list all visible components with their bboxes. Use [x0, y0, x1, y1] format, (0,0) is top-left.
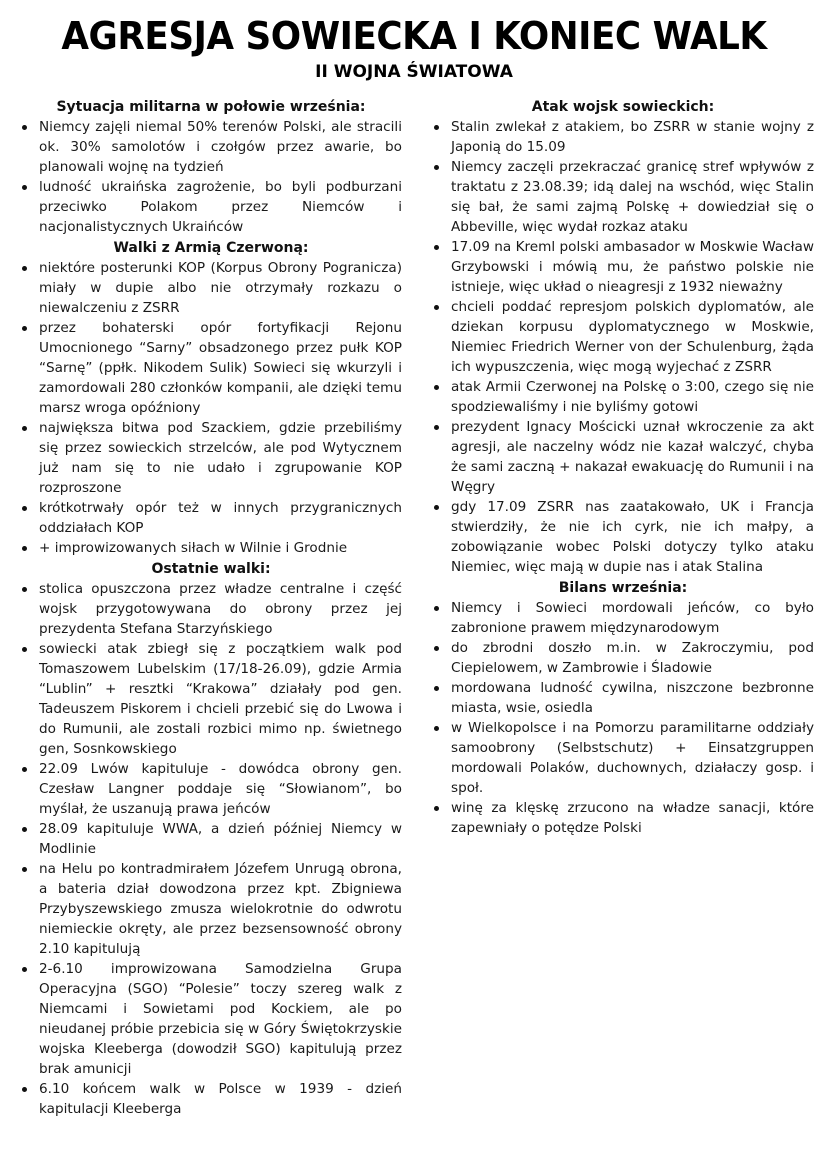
list-item: przez bohaterski opór fortyfikacji Rejonu Umocnionego “Sarny” obsadzonego przez pułk KOP “Sarnę” (ppłk. Nikodem Sulik) Sowieci się wkurzyli i zamordowali 280 członków kompanii, ale dzięki temu marsz wroga opóźniony: [20, 318, 402, 418]
bullet-icon: [22, 967, 27, 972]
bullet-icon: [22, 827, 27, 832]
list-item: krótkotrwały opór też w innych przygranicznych oddziałach KOP: [20, 498, 402, 538]
list-item: w Wielkopolsce i na Pomorzu paramilitarne oddziały samoobrony (Selbstschutz) + Einsatzgruppen mordowali Polaków, duchownych, działaczy gosp. i społ.: [432, 718, 814, 798]
list-item: gdy 17.09 ZSRR nas zaatakowało, UK i Francja stwierdziły, że nie ich cyrk, nie ich małpy, a zobowiązanie wobec Polski dotyczy tylko ataku Niemiec, więc mają w dupie nas i atak Stalina: [432, 497, 814, 577]
bullet-icon: [22, 1087, 27, 1092]
list-item: stolica opuszczona przez władze centralne i część wojsk przygotowywana do obrony przez jej prezydenta Stefana Starzyńskiego: [20, 579, 402, 639]
section-soviet-attack: [432, 97, 814, 577]
left-column: [20, 97, 402, 1120]
bullet-list: [432, 117, 814, 577]
section-red-army-fights: [20, 238, 402, 558]
bullet-icon: [434, 686, 439, 691]
right-column: [432, 97, 814, 839]
list-item: prezydent Ignacy Mościcki uznał wkroczenie za akt agresji, ale naczelny wódz nie kazał walczyć, chyba że sami zaczną + nakazał ewakuację do Rumunii i na Węgry: [432, 417, 814, 497]
bullet-list: [20, 579, 402, 1119]
list-item: 6.10 końcem walk w Polsce w 1939 - dzień kapitulacji Kleeberga: [20, 1079, 402, 1119]
list-item: sowiecki atak zbiegł się z początkiem walk pod Tomaszowem Lubelskim (17/18-26.09), gdzie Armia “Lublin” + resztki “Krakowa” działały pod gen. Tadeuszem Piskorem i chcieli przebić się do Lwowa i do Rumunii, ale zostali rozbici mimo np. świetnego gen, Sosnkowskiego: [20, 639, 402, 759]
list-item: Niemcy zajęli niemal 50% terenów Polski, ale stracili ok. 30% samolotów i czołgów przez awarie, bo planowali wojnę na tydzień: [20, 117, 402, 177]
bullet-icon: [22, 647, 27, 652]
bullet-icon: [434, 245, 439, 250]
bullet-icon: [22, 125, 27, 130]
list-item: na Helu po kontradmirałem Józefem Unrugą obrona, a bateria dział dowodzona przez kpt. Zbigniewa Przybyszewskiego zmusza wielokrotnie do odwrotu niemieckie okręty, ale przez bezsensowność obrony 2.10 kapitulują: [20, 859, 402, 959]
bullet-list: [20, 117, 402, 237]
section-heading: Walki z Armią Czerwoną:: [113, 240, 309, 256]
bullet-icon: [22, 546, 27, 551]
bullet-icon: [22, 867, 27, 872]
list-item: + improwizowanych siłach w Wilnie i Grodnie: [20, 538, 402, 558]
list-item: 17.09 na Kreml polski ambasador w Moskwie Wacław Grzybowski i mówią mu, że państwo polskie nie istnieje, więc układ o nieagresji z 1932 nieważny: [432, 237, 814, 297]
list-item: największa bitwa pod Szackiem, gdzie przebiliśmy się przez sowieckich strzelców, ale pod Wytycznem już nam się to nie udało i zgrupowanie KOP rozproszone: [20, 418, 402, 498]
bullet-icon: [434, 165, 439, 170]
bullet-icon: [22, 185, 27, 190]
bullet-icon: [434, 385, 439, 390]
bullet-icon: [434, 425, 439, 430]
list-item: do zbrodni doszło m.in. w Zakroczymiu, pod Ciepielowem, w Zambrowie i Śladowie: [432, 638, 814, 678]
bullet-list: [432, 598, 814, 838]
bullet-icon: [434, 305, 439, 310]
list-item: 28.09 kapituluje WWA, a dzień później Niemcy w Modlinie: [20, 819, 402, 859]
section-military-situation: [20, 97, 402, 237]
section-heading: Sytuacja militarna w połowie września:: [56, 99, 366, 115]
list-item: niektóre posterunki KOP (Korpus Obrony Pogranicza) miały w dupie albo nie otrzymały rozkazu o niewalczeniu z ZSRR: [20, 258, 402, 318]
bullet-icon: [434, 505, 439, 510]
list-item: Stalin zwlekał z atakiem, bo ZSRR w stanie wojny z Japonią do 15.09: [432, 117, 814, 157]
bullet-icon: [22, 506, 27, 511]
bullet-icon: [434, 125, 439, 130]
bullet-icon: [22, 266, 27, 271]
bullet-icon: [22, 587, 27, 592]
bullet-icon: [434, 606, 439, 611]
page-subtitle: II WOJNA ŚWIATOWA: [315, 62, 513, 82]
list-item: atak Armii Czerwonej na Polskę o 3:00, czego się nie spodziewaliśmy i nie byliśmy gotowi: [432, 377, 814, 417]
list-item: winę za klęskę zrzucono na władze sanacji, które zapewniały o potędze Polski: [432, 798, 814, 838]
bullet-icon: [22, 767, 27, 772]
bullet-list: [20, 258, 402, 558]
page-title: AGRESJA SOWIECKA I KONIEC WALK: [61, 14, 767, 58]
bullet-icon: [434, 646, 439, 651]
bullet-icon: [22, 426, 27, 431]
list-item: Niemcy zaczęli przekraczać granicę stref wpływów z traktatu z 23.08.39; idą dalej na wschód, więc Stalin się bał, że sami zajmą Polskę + dowiedział się o Abbeville, więc wydał rozkaz ataku: [432, 157, 814, 237]
list-item: 2-6.10 improwizowana Samodzielna Grupa Operacyjna (SGO) “Polesie” toczy szereg walk z Niemcami i Sowietami pod Kockiem, ale po nieudanej próbie przebicia się w Góry Świętokrzyskie wojska Kleeberga (dowodził SGO) kapitulują przez brak amunicji: [20, 959, 402, 1079]
section-heading: Ostatnie walki:: [151, 561, 271, 577]
list-item: mordowana ludność cywilna, niszczone bezbronne miasta, wsie, osiedla: [432, 678, 814, 718]
section-last-battles: [20, 559, 402, 1119]
list-item: 22.09 Lwów kapituluje - dowódca obrony gen. Czesław Langner poddaje się “Słowianom”, bo myślał, że uszanują prawa jeńców: [20, 759, 402, 819]
section-heading: Bilans września:: [558, 580, 688, 596]
bullet-icon: [434, 806, 439, 811]
section-september-balance: [432, 578, 814, 838]
bullet-icon: [434, 726, 439, 731]
list-item: Niemcy i Sowieci mordowali jeńców, co było zabronione prawem międzynarodowym: [432, 598, 814, 638]
list-item: chcieli poddać represjom polskich dyplomatów, ale dziekan korpusu dyplomatycznego w Moskwie, Niemiec Friedrich Werner von der Schulenburg, żąda ich wypuszczenia, więc mogą wyjechać z ZSRR: [432, 297, 814, 377]
list-item: ludność ukraińska zagrożenie, bo byli podburzani przeciwko Polakom przez Niemców i nacjonalistycznych Ukraińców: [20, 177, 402, 237]
bullet-icon: [22, 326, 27, 331]
section-heading: Atak wojsk sowieckich:: [531, 99, 715, 115]
